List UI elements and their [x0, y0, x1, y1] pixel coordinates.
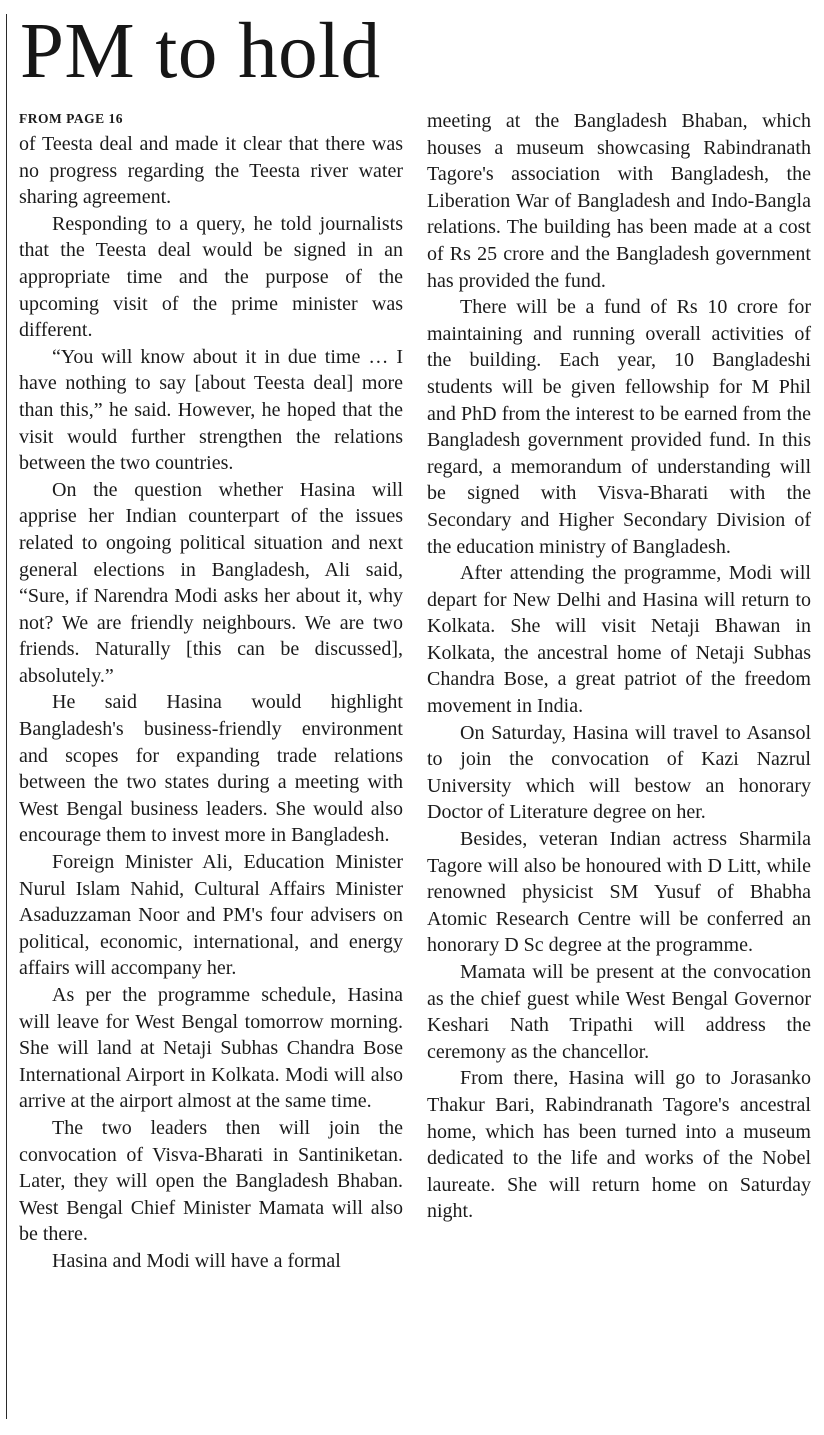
paragraph: From there, Hasina will go to Jorasanko Thakur Bari, Rabindranath Tagore's ancestral home, which has been turned into a museum dedicated to the life and works of the Nobel laureate. She will return home on Saturday night. [427, 1067, 811, 1223]
article-column-1 [19, 108, 403, 1275]
paragraph: There will be a fund of Rs 10 crore for maintaining and running overall activities of the building. Each year, 10 Bangladeshi students will be given fellowship for M Phil and PhD from the interest to be earned from the Bangladesh government provided fund. In this regard, a memorandum of understanding will be signed with Visva-Bharati with the Secondary and Higher Secondary Division of the education ministry of Bangladesh. [427, 296, 811, 558]
paragraph: He said Hasina would highlight Bangladesh's business-friendly environment and scopes for expanding trade relations between the two states during a meeting with West Bengal business leaders. She would also encourage them to invest more in Bangladesh. [19, 691, 403, 847]
paragraph: Responding to a query, he told journalists that the Teesta deal would be signed in an appropriate time and the purpose of the upcoming visit of the prime minister was different. [19, 212, 403, 342]
paragraph: Hasina and Modi will have a formal [52, 1249, 341, 1272]
paragraph: On Saturday, Hasina will travel to Asansol to join the convocation of Kazi Nazrul University which will bestow an honorary Doctor of Literature degree on her. [427, 721, 811, 824]
paragraph: meeting at the Bangladesh Bhaban, which houses a museum showcasing Rabindranath Tagore's association with Bangladesh, the Liberation War of Bangladesh and Indo-Bangla relations. The building has been made at a cost of Rs 25 crore and the Bangladesh government has provided the fund. [427, 110, 811, 292]
paragraph: of Teesta deal and made it clear that there was no progress regarding the Teesta river water sharing agreement. [19, 133, 403, 209]
headline: PM to hold [20, 8, 381, 95]
column-rule [6, 14, 7, 1419]
paragraph: Foreign Minister Ali, Education Minister Nurul Islam Nahid, Cultural Affairs Minister Asaduzzaman Noor and PM's four advisers on political, economic, international, and energy affairs will accompany her. [19, 851, 403, 980]
paragraph: On the question whether Hasina will apprise her Indian counterpart of the issues related to ongoing political situation and next general elections in Bangladesh, Ali said, “Sure, if Narendra Modi asks her about it, why not? We are friendly neighbours. We are two friends. Naturally [this can be discussed], absolutely.” [19, 478, 403, 687]
paragraph: Besides, veteran Indian actress Sharmila Tagore will also be honoured with D Litt, while renowned physicist SM Yusuf of Bhabha Atomic Research Centre will be conferred an honorary D Sc degree at the programme. [427, 828, 811, 957]
paragraph: The two leaders then will join the convocation of Visva-Bharati in Santiniketan. Later, they will open the Bangladesh Bhaban. West Bengal Chief Minister Mamata will also be there. [19, 1116, 403, 1246]
paragraph: As per the programme schedule, Hasina will leave for West Bengal tomorrow morning. She will land at Netaji Subhas Chandra Bose International Airport in Kolkata. Modi will also arrive at the airport almost at the same time. [19, 984, 403, 1113]
paragraph: “You will know about it in due time … I have nothing to say [about Teesta deal] more than this,” he said. However, he hoped that the visit would further strengthen the relations between the two countries. [19, 345, 403, 475]
paragraph: Mamata will be present at the convocation as the chief guest while West Bengal Governor Keshari Nath Tripathi will address the ceremony as the chancellor. [427, 961, 811, 1063]
paragraph: After attending the programme, Modi will depart for New Delhi and Hasina will return to Kolkata. She will visit Netaji Bhawan in Kolkata, the ancestral home of Netaji Subhas Chandra Bose, a great patriot of the freedom movement in India. [427, 562, 811, 718]
continuation-label: FROM PAGE 16 [19, 111, 123, 126]
article-column-2 [427, 108, 811, 1225]
